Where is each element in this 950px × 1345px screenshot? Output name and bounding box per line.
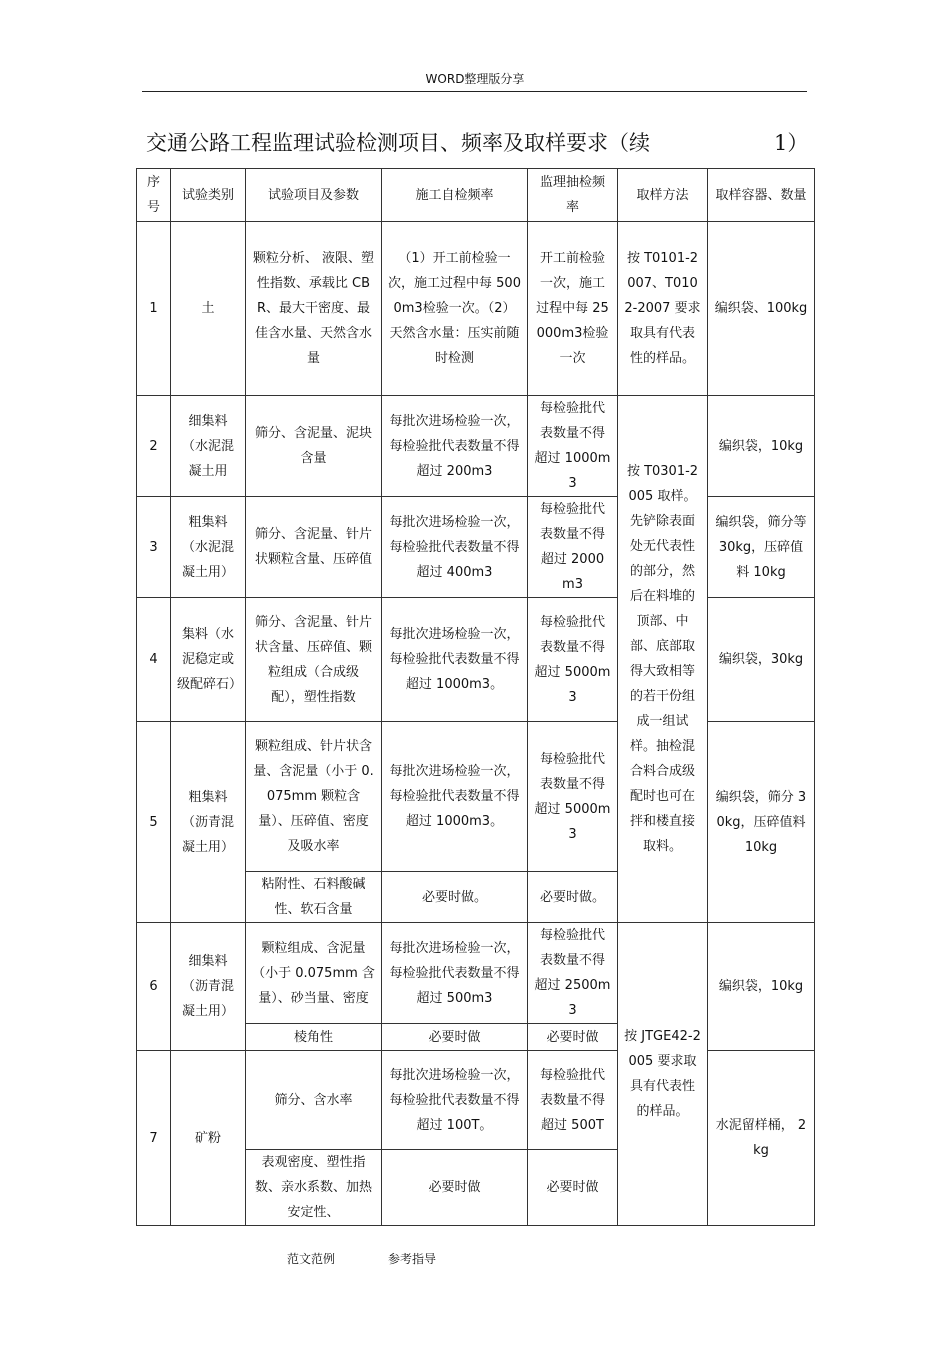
row-number: 3 (137, 497, 171, 598)
page-header: WORD整理版分享 (425, 72, 525, 86)
col-header: 施工自检频率 (382, 169, 528, 222)
row-number: 1 (137, 222, 171, 396)
table-row (137, 1051, 815, 1150)
test-items: 筛分、含泥量、泥块含量 (246, 396, 382, 497)
self-check-frequency: 必要时做 (382, 1024, 528, 1051)
container-quantity: 编织袋，筛分 30kg，压碎值料 10kg (708, 722, 815, 923)
container-quantity: 编织袋，30kg (708, 598, 815, 722)
test-category: 矿粉 (171, 1051, 246, 1226)
col-header: 取样方法 (618, 169, 708, 222)
row-number: 6 (137, 923, 171, 1051)
self-check-frequency: （1）开工前检验一次，施工过程中每 5000m3检验一次。（2）天然含水量：压实前随时检测 (382, 222, 528, 396)
test-items: 颗粒分析、 液限、塑性指数、承载比 CBR、最大干密度、最佳含水量、天然含水量 (246, 222, 382, 396)
table-row (137, 396, 815, 497)
table-row (137, 497, 815, 598)
col-header: 监理抽检频率 (528, 169, 618, 222)
self-check-frequency: 每批次进场检验一次，每检验批代表数量不得超过 100T。 (382, 1051, 528, 1150)
table-row (137, 722, 815, 872)
row-number: 4 (137, 598, 171, 722)
supervision-frequency: 每检验批代表数量不得超过 1000m3 (528, 396, 618, 497)
row-number: 5 (137, 722, 171, 923)
test-category: 土 (171, 222, 246, 396)
row-number: 7 (137, 1051, 171, 1226)
supervision-frequency: 每检验批代表数量不得超过 5000m3 (528, 722, 618, 872)
supervision-frequency: 必要时做 (528, 1024, 618, 1051)
footer-right: 参考指导 (388, 1252, 437, 1266)
test-category: 粗集料（沥青混凝土用） (171, 722, 246, 923)
header-rule (142, 91, 807, 92)
test-items: 颗粒组成、含泥量（小于 0.075mm 含量）、砂当量、密度 (246, 923, 382, 1024)
self-check-frequency: 必要时做。 (382, 872, 528, 923)
footer-left: 范文范例 (287, 1252, 336, 1266)
test-items: 筛分、含泥量、针片状含量、压碎值、颗粒组成（合成级配），塑性指数 (246, 598, 382, 722)
table-row (137, 923, 815, 1024)
title-text: 交通公路工程监理试验检测项目、频率及取样要求（续 (146, 131, 650, 155)
document-title (146, 127, 809, 157)
test-category: 粗集料（水泥混凝土用） (171, 497, 246, 598)
self-check-frequency: 每批次进场检验一次，每检验批代表数量不得超过 200m3 (382, 396, 528, 497)
table-row (137, 222, 815, 396)
container-quantity: 编织袋，筛分等 30kg，压碎值料 10kg (708, 497, 815, 598)
container-quantity: 编织袋、100kg (708, 222, 815, 396)
test-items: 筛分、含泥量、针片状颗粒含量、压碎值 (246, 497, 382, 598)
test-category: 细集料（水泥混凝土用 (171, 396, 246, 497)
col-header: 序号 (137, 169, 171, 222)
test-category: 集料（水泥稳定或级配碎石） (171, 598, 246, 722)
test-items: 粘附性、石料酸碱性、软石含量 (246, 872, 382, 923)
supervision-frequency: 每检验批代表数量不得超过 500T (528, 1051, 618, 1150)
sampling-method: 按 JTGE42-2005 要求取具有代表性的样品。 (618, 923, 708, 1226)
sampling-method: 按 T0301-2005 取样。先铲除表面处无代表性的部分，然后在料堆的顶部、中部、底部取得大致相等的若干份组成一组试样。抽检混合料合成级配时也可在拌和楼直接取料。 (618, 396, 708, 923)
container-quantity: 编织袋，10kg (708, 396, 815, 497)
test-category: 细集料（沥青混凝土用） (171, 923, 246, 1051)
title-suffix: 1） (774, 131, 809, 155)
table-row (137, 598, 815, 722)
self-check-frequency: 每批次进场检验一次，每检验批代表数量不得超过 1000m3。 (382, 722, 528, 872)
test-items: 表观密度、塑性指数、亲水系数、加热安定性、 (246, 1150, 382, 1226)
inspection-table (136, 168, 815, 1226)
supervision-frequency: 每检验批代表数量不得超过 2000 m3 (528, 497, 618, 598)
table-header-row (137, 169, 815, 222)
container-quantity: 编织袋，10kg (708, 923, 815, 1051)
col-header: 取样容器、数量 (708, 169, 815, 222)
supervision-frequency: 每检验批代表数量不得超过 5000m3 (528, 598, 618, 722)
self-check-frequency: 每批次进场检验一次，每检验批代表数量不得超过 400m3 (382, 497, 528, 598)
self-check-frequency: 必要时做 (382, 1150, 528, 1226)
supervision-frequency: 必要时做。 (528, 872, 618, 923)
test-items: 颗粒组成、针片状含量、含泥量（小于 0.075mm 颗粒含量）、压碎值、密度及吸水率 (246, 722, 382, 872)
container-quantity: 水泥留样桶， 2kg (708, 1051, 815, 1226)
test-items: 棱角性 (246, 1024, 382, 1051)
supervision-frequency: 每检验批代表数量不得超过 2500m3 (528, 923, 618, 1024)
self-check-frequency: 每批次进场检验一次，每检验批代表数量不得超过 500m3 (382, 923, 528, 1024)
col-header: 试验项目及参数 (246, 169, 382, 222)
supervision-frequency: 必要时做 (528, 1150, 618, 1226)
col-header: 试验类别 (171, 169, 246, 222)
self-check-frequency: 每批次进场检验一次，每检验批代表数量不得超过 1000m3。 (382, 598, 528, 722)
test-items: 筛分、含水率 (246, 1051, 382, 1150)
supervision-frequency: 开工前检验一次，施工过程中每 25000m3检验一次 (528, 222, 618, 396)
sampling-method: 按 T0101-2007、T0102-2007 要求取具有代表性的样品。 (618, 222, 708, 396)
row-number: 2 (137, 396, 171, 497)
